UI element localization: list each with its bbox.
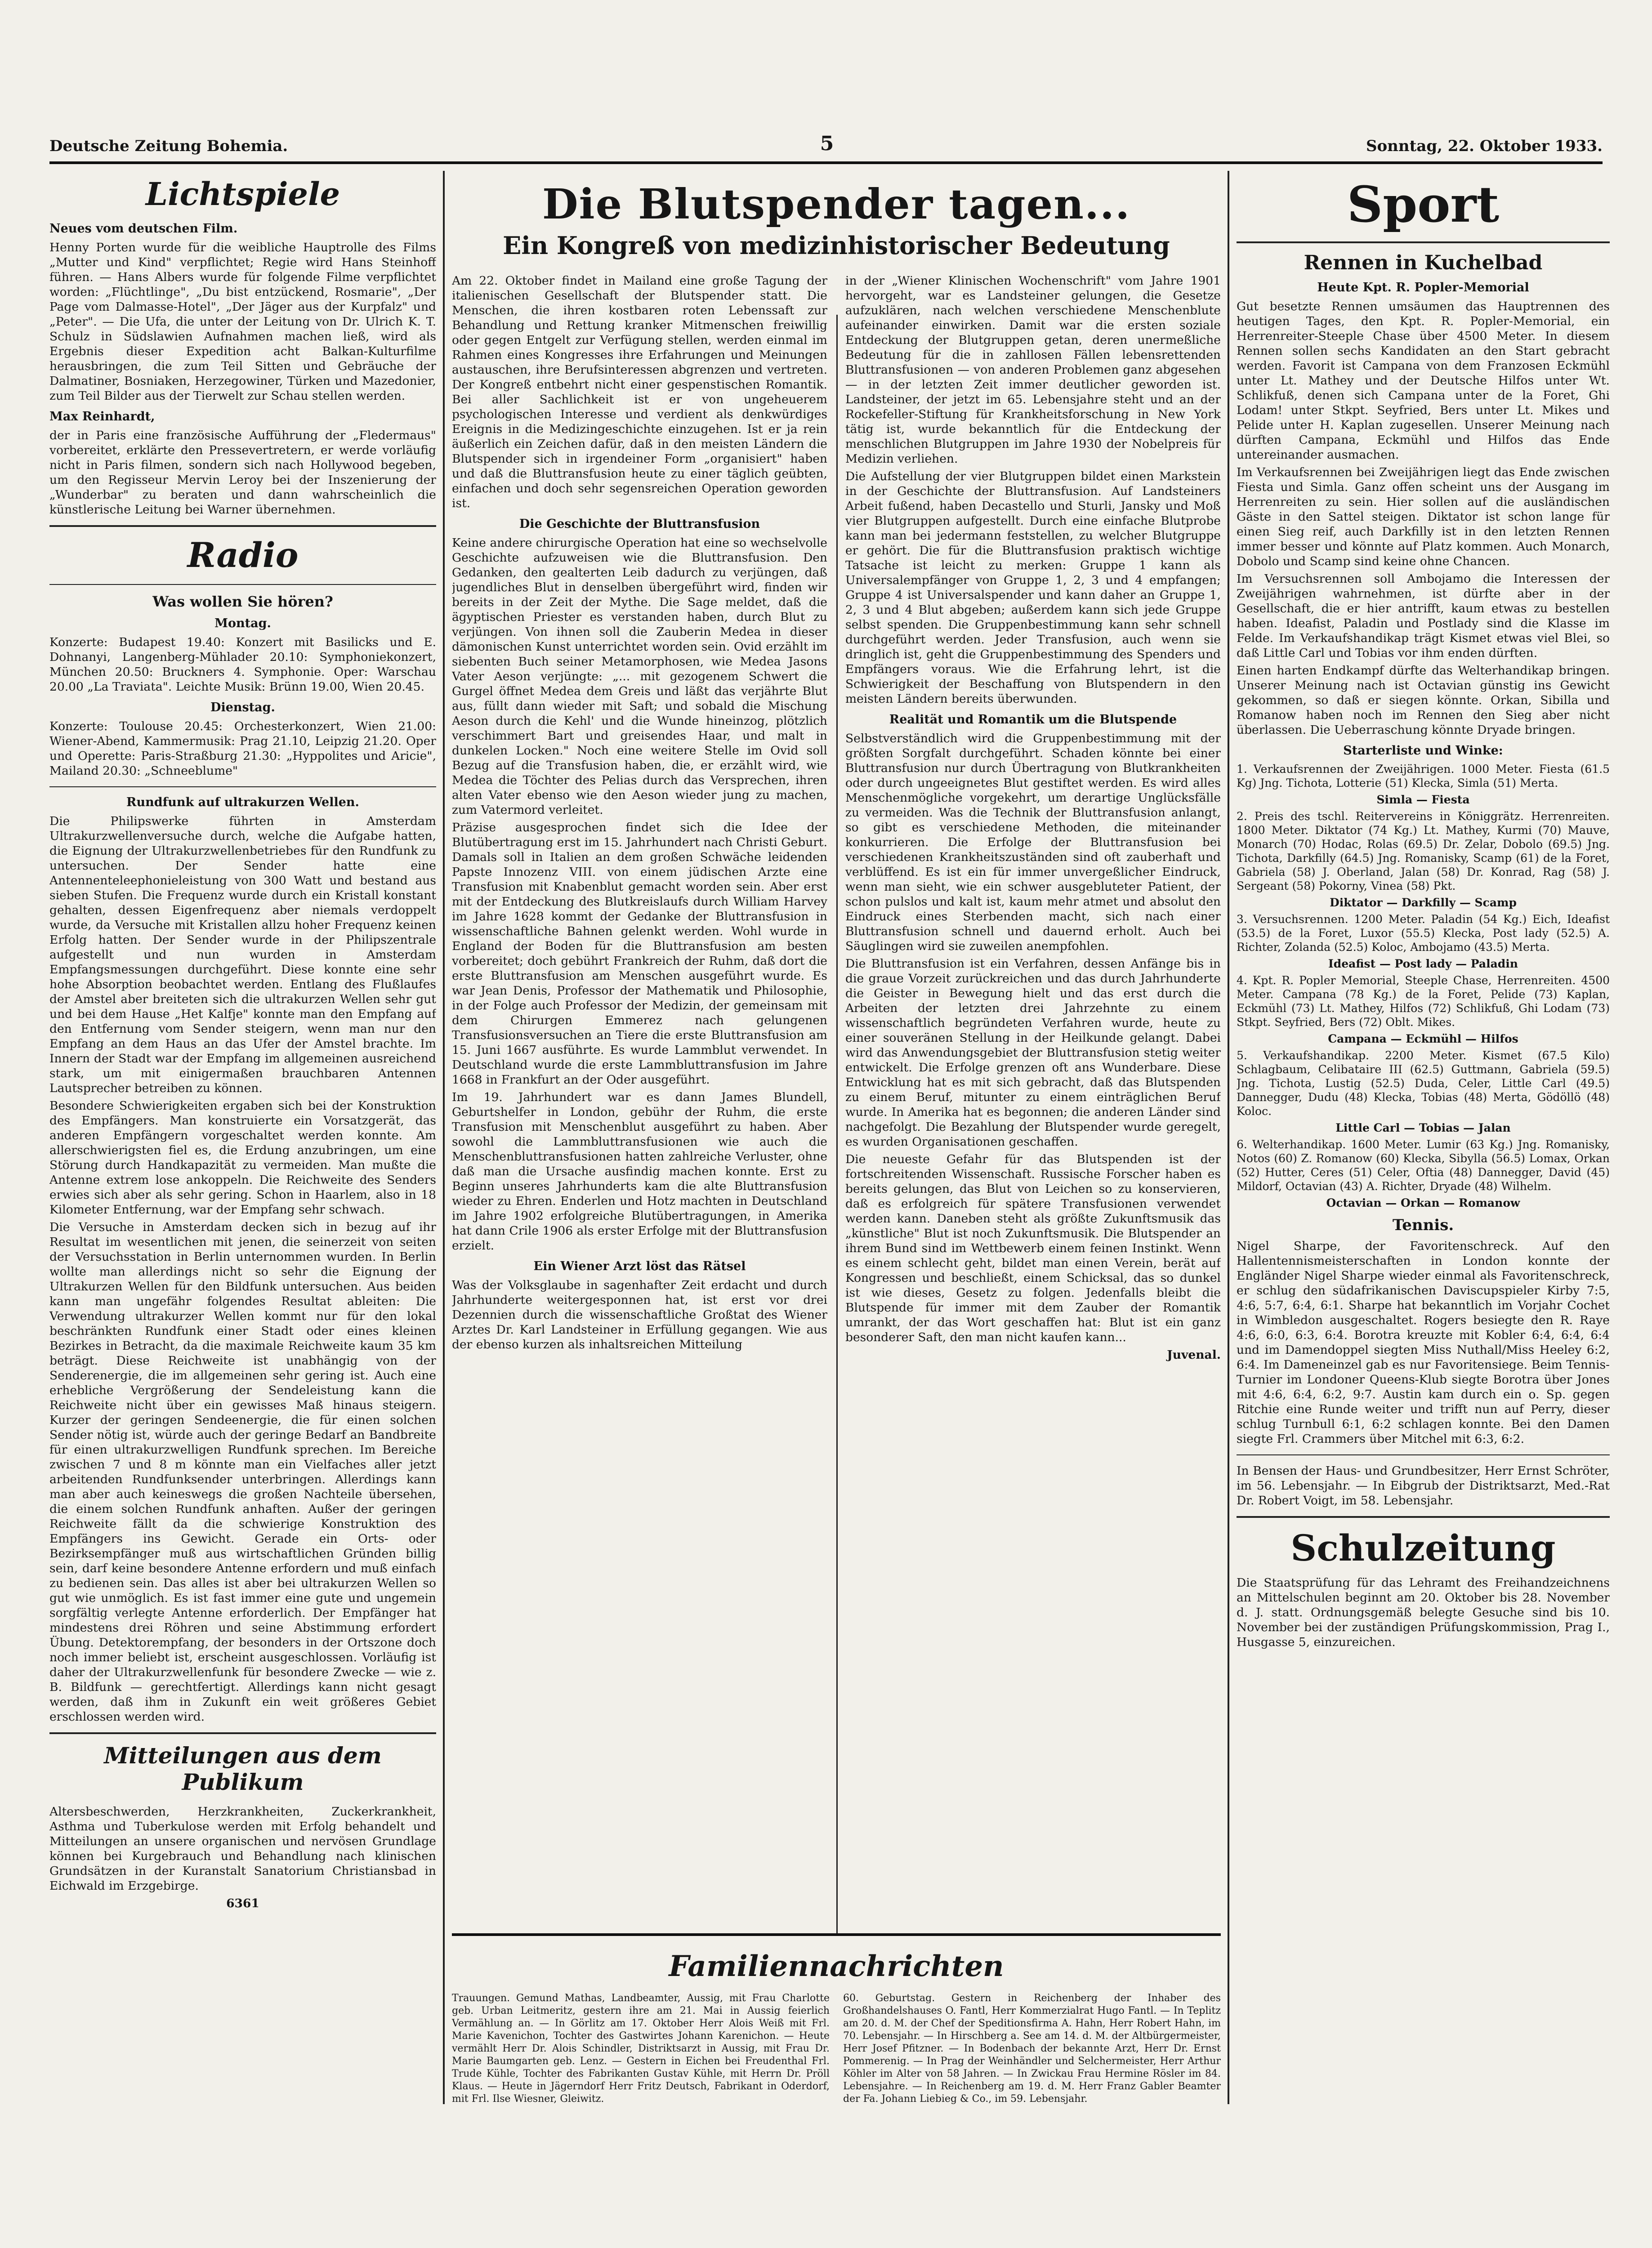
- family-notices: [452, 1933, 1221, 2248]
- starter-tip: Simla — Fiesta: [1376, 793, 1470, 806]
- tennis-title: Tennis.: [1392, 1216, 1454, 1234]
- article-paragraph: Was der Volksglaube in sagenhafter Zeit erdacht und durch Jahrhunderte weitergesponnen hat, ist erst vor drei Dezennien durch die wissenschaftliche Großtat des Wiener Arztes Dr. Karl Landsteiner in Erfüllung gegangen. Wie aus der ebenso kurzen als inhaltsreichen Mitteilung: [452, 1278, 827, 1351]
- rundfunk-subhead: Rundfunk auf ultrakurzen Wellen.: [126, 795, 359, 809]
- sport-subhead-2: Heute Kpt. R. Popler-Memorial: [1317, 281, 1529, 294]
- article-column-right: [845, 273, 1221, 1365]
- sport-paragraph: Im Versuchsrennen soll Ambojamo die Interessen der Zweijährigen wahrnehmen, ist dürfte aber in der Gesellschaft, die er hier antrifft, kaum etwas zu bestellen haben. Ideafist, Paladin und Postlady sind die Klasse im Felde. Im Verkaufshandikap trägt Kismet etwas viel Blei, so daß Little Carl und Tobias vor ihm enden dürften.: [1237, 572, 1610, 660]
- article-paragraph: Präzise ausgesprochen findet sich die Idee der Blutübertragung erst im 15. Jahrhundert nach Christi Geburt. Damals soll in Italien an dem großen Schwäche leidenden Papste Innozenz VIII. von einem jüdischen Arzte eine Transfusion mit Knabenblut gemacht worden sein. Aber erst mit der Entdeckung des Blutkreislaufs durch William Harvey im Jahre 1628 kommt der Gedanke der Bluttransfusion in wissenschaftliche Bahnen gelenkt werden. Wohl wurde in England der Boden für die Bluttransfusion am besten vorbereitet; doch gebührt Frankreich der Ruhm, daß dort die erste Bluttransfusion am Menschen ausgeführt wurde. Es war Jean Denis, Professor der Mathematik und Philosophie, in der Folge auch Professor der Medizin, der gemeinsam mit dem Chirurgen Emmerez nach gelungenen Transfusionsversuchen an Tiere die erste Bluttransfusion am 15. Juni 1667 ausführte. Es wurde Lammblut verwendet. In Deutschland wurde die erste Lammbluttransfusion im Jahre 1668 in Frankfurt an der Oder ausgeführt.: [452, 821, 827, 1087]
- divider: [1237, 1454, 1610, 1455]
- sport-column: [1237, 171, 1610, 2248]
- article-subhead: Ein Wiener Arzt löst das Rätsel: [533, 1259, 746, 1273]
- montag-label: Montag.: [214, 616, 271, 630]
- sport-paragraph: Gut besetzte Rennen umsäumen das Hauptrennen des heutigen Tages, den Kpt. R. Popler-Memorial, ein Herrenreiter-Steeple Chase über 4500 Meter. In diesem Rennen sollen sechs Kandidaten an den Start gebracht werden. Favorit ist Campana von dem Franzosen Eckmühl unter Lt. Mathey und der Deutsche Hilfos unter Wt. Schlikfuß, denen sich Campana unter de la Foret, Ghi Lodam! unter Stkpt. Seyfried, Bers unter Lt. Mikes und Pelide unter H. Kaplan zugesellen. Unserer Meinung nach dürften Campana, Eckmühl und Hilfos das Ende untereinander ausmachen.: [1237, 299, 1610, 462]
- article-title: Die Blutspender tagen...: [542, 180, 1131, 228]
- issue-date: Sonntag, 22. Oktober 1933.: [1366, 137, 1603, 155]
- article-paragraph: Im 19. Jahrhundert war es dann James Blundell, Geburtshelfer in London, gebühr der Ruhm, die erste Transfusion mit Menschenblut ausgeführt zu haben. Aber sowohl die Lammbluttransfusionen wie auch die Menschenbluttransfusionen hatten zahlreiche Verluster, ohne daß man die Ursache ausfindig machen konnte. Erst zu Beginn unseres Jahrhunderts kam die alte Bluttransfusion wieder zu Ehren. Enderlen und Hotz machten in Deutschland im Jahre 1902 erfolgreiche Blutübertragungen, in Amerika hat dann Crile 1906 als erster Erfolge mit der Bluttransfusion erzielt.: [452, 1090, 827, 1253]
- divider: [49, 525, 436, 527]
- article-subhead: Die Geschichte der Bluttransfusion: [519, 517, 760, 531]
- starter-item: 5. Verkaufshandikap. 2200 Meter. Kismet (67.5 Kilo) Schlagbaum, Celibataire III (62.5) Guttmann, Gabriela (59.5) Jng. Tichota, Lustig (52.5) Duda, Celer, Little Carl (49.5) Dannegger, Dudu (48) Klecka, Tobias (48) Merta, Gödöllö (48) Koloc.: [1237, 1049, 1610, 1118]
- starter-item: 3. Versuchsrennen. 1200 Meter. Paladin (54 Kg.) Eich, Ideafist (53.5) de la Foret, Luxor (55.5) Klecka, Post lady (52.5) A. Richter, Zolanda (52.5) Koloc, Ambojamo (43.5) Merta.: [1237, 913, 1610, 954]
- tennis-paragraph: Nigel Sharpe, der Favoritenschreck. Auf den Hallentennismeisterschaften in London konnte der Engländer Nigel Sharpe wieder einmal als Favoritenschreck, er schlug den südafrikanischen Daviscupspieler Kirby 7:5, 4:6, 5:7, 6:4, 6:1. Sharpe hat bekanntlich im Vorjahr Cochet in Wimbledon ausgeschaltet. Rogers besiegte den R. Raye 4:6, 6:0, 6:3, 6:4. Borotra kreuzte mit Kobler 6:4, 6:4, 6:4 und im Damendoppel siegten Miss Nuthall/Miss Heeley 6:2, 6:4. Im Dameneinzel gab es nur Favoritensiege. Beim Tennis-Turnier im Londoner Queens-Klub siegte Borotra über Jones mit 4:6, 6:4, 6:2, 9:7. Austin kam durch ein o. Sp. gegen Ritchie eine Runde weiter und trifft nun auf Perry, dieser schlug Turnbull 6:1, 6:2 schlagen konnte. Bei den Damen siegte Frl. Crammers über Mitchel mit 6:3, 6:2.: [1237, 1239, 1610, 1446]
- article-column-left: [452, 273, 827, 1365]
- sport-paragraph: Einen harten Endkampf dürfte das Welterhandikap bringen. Unserer Meinung nach ist Octavian günstig ins Gewicht gekommen, so daß er siegen könnte. Orkan, Sibilla und Romanow haben noch im Rennen den Sieg aber nicht überlassen. Die Ueberraschung könnte Dryade bringen.: [1237, 664, 1610, 737]
- starter-subhead: Starterliste und Winke:: [1343, 744, 1503, 758]
- article-paragraph: Die Bluttransfusion ist ein Verfahren, dessen Anfänge bis in die graue Vorzeit zurückreichen und das durch Jahrhunderte die Geister in Bewegung hielt und das erst durch die Arbeiten der letzten drei Jahrzehnte zu einem wissenschaftlich begründeten Verfahren wurde, heute zu einer souveränen Stellung in der Heilkunde gelangt. Dabei wird das Anwendungsgebiet der Bluttransfusion stetig weiter entwickelt. Die Erfolge grenzen oft ans Wunderbare. Diese Entwicklung hat es mit sich gebracht, daß das Blutspenden zu einem Beruf, mitunter zu einem einträglichen Beruf wurde. In Amerika hat es begonnen; die anderen Länder sind nachgefolgt. Die Bezahlung der Blutspender wurde geregelt, es wurden Organisationen geschaffen.: [845, 957, 1221, 1149]
- dienstag-program: Konzerte: Toulouse 20.45: Orchesterkonzert, Wien 21.00: Wiener-Abend, Kammermusik: Prag 21.10, Leipzig 21.20. Oper und Operette: Paris-Straßburg 21.30: „Hyppolites und Aricie", Mailand 20.30: „Schneeblume": [49, 719, 436, 778]
- notices-right: 60. Geburtstag. Gestern in Reichenberg der Inhaber des Großhandelshauses O. Fantl, Herr Kommerzialrat Hugo Fantl. — In Teplitz am 20. d. M. der Chef der Speditionsfirma A. Hahn, Herr Robert Hahn, im 70. Lebensjahr. — In Hirschberg a. See am 14. d. M. der Altbürgermeister, Herr Josef Pfitzner. — In Bodenbach der bekannte Arzt, Herr Dr. Ernst Pommerenig. — In Prag der Weinhändler und Selchermeister, Herr Arthur Köhler im Alter von 58 Jahren. — In Zwickau Frau Hermine Rösler im 84. Lebensjahre. — In Reichenberg am 19. d. M. Herr Franz Gabler Beamter der Fa. Johann Liebieg & Co., im 59. Lebensjahr.: [843, 1993, 1221, 2105]
- starter-tip: Diktator — Darkfilly — Scamp: [1330, 896, 1517, 909]
- starter-tip: Ideafist — Post lady — Paladin: [1328, 957, 1518, 970]
- film-subhead: Neues vom deutschen Film.: [49, 222, 238, 236]
- school-paragraph: Die Staatsprüfung für das Lehramt des Freihandzeichnens an Mittelschulen beginnt am 20. Oktober bis 28. November d. J. statt. Ordnungsgemäß belegte Gesuche sind bis 10. November bei der zuständigen Prüfungskommission, Prag I., Husgasse 5, einzureichen.: [1237, 1576, 1610, 1649]
- divider: [49, 584, 436, 585]
- divider: [49, 1732, 436, 1734]
- radio-subhead: Was wollen Sie hören?: [152, 593, 333, 610]
- article-paragraph: Am 22. Oktober findet in Mailand eine große Tagung der italienischen Gesellschaft der Blutspender statt. Die Menschen, die ihren kostbaren roten Lebenssaft zur Behandlung und Rettung kranker Mitmenschen freiwillig oder gegen Entgelt zur Verfügung stellen, werden einmal im Rahmen eines Kongresses ihre Erfahrungen und Meinungen austauschen, ihre Berufsinteressen abgrenzen und vertreten. Der Kongreß entbehrt nicht einer gespenstischen Romantik. Bei aller Sachlichkeit ist er von ungeheuerem psychologischen Interesse und verdient als denkwürdiges Ereignis in die Medizingeschichte einzugehen. Ist er ja rein äußerlich ein Zeichen dafür, daß in den meisten Ländern die Blutspender sich in irgendeiner Form „organisiert" haben und daß die Bluttransfusion heute zu einer täglich geübten, einfachen und doch sehr segensreichen Operation geworden ist.: [452, 274, 827, 510]
- article-body: [452, 273, 1221, 1365]
- column-rule-1: [443, 171, 445, 2104]
- article-subtitle: Ein Kongreß von medizinhistorischer Bedeutung: [503, 231, 1170, 260]
- page-number: 5: [820, 132, 834, 155]
- article-paragraph: Die neueste Gefahr für das Blutspenden ist der fortschreitenden Wissenschaft. Russische Forscher haben es bereits gelungen, das Blut von Leichen so zu konservieren, daß es erfolgreich für spätere Transfusionen verwendet werden kann. Daneben steht als größte Zukunftsmusik das „künstliche" Blut ist noch Zukunftsmusik. Die Blutspender an ihrem Bund sind im Wettbewerb einem feinen Instinkt. Wenn es einem schlecht geht, bildet man einen Verein, berät auf Kongressen und beschließt, einem Schicksal, das so dunkel ist wie dieses, Gesetz zu folgen. Jedenfalls bleibt die Blutspende für immer mit dem Zauber der Romantik umrankt, der das Wort geschaffen hat: Blut ist ein ganz besonderer Saft, den man nicht kaufen kann...: [845, 1152, 1221, 1344]
- column-rule-2: [1228, 171, 1229, 2104]
- starter-list: [1237, 762, 1610, 1210]
- page-header: [49, 119, 1603, 164]
- left-column: [49, 171, 436, 2248]
- mitteilungen-title: Mitteilungen aus dem Publikum: [104, 1742, 382, 1795]
- divider: [1237, 1516, 1610, 1518]
- divider: [1237, 241, 1610, 243]
- starter-tip: Campana — Eckmühl — Hilfos: [1328, 1032, 1518, 1045]
- dienstag-label: Dienstag.: [210, 700, 275, 714]
- film-paragraph: Henny Porten wurde für die weibliche Hauptrolle des Films „Mutter und Kind" verpflichtet; Regie wird Hans Steinhoff führen. — Hans Albers wurde für folgende Filme verpflichtet worden: „Flüchtlinge", „Du bist entzückend, Rosmarie", „Der Page vom Dalmasse-Hotel", „Der Jäger aus der Kurpfalz" und „Peter". — Die Ufa, die unter der Leitung von Dr. Ulrich K. T. Schulz in Südslawien Aufnahmen machen ließ, wird als Ergebnis dieser Expedition acht Balkan-Kulturfilme herausbringen, die zum Teil Sitten und Gebräuche der Dalmatiner, Bosniaken, Herzegowiner, Türken und Mazedonier, zum Teil Bilder aus der Tierwelt zur Schau stellen werden.: [49, 241, 436, 403]
- paper-name: Deutsche Zeitung Bohemia.: [49, 137, 288, 155]
- starter-tip: Little Carl — Tobias — Jalan: [1335, 1121, 1511, 1134]
- rundfunk-paragraph-2: Besondere Schwierigkeiten ergaben sich bei der Konstruktion des Empfängers. Man konstruierte ein Vorsatzgerät, das anderen Empfängern vorgeschaltet werden konnte. Am allerschwierigsten fiel es, die Erdung anzubringen, um eine Störung durch Handkapazität zu vermeiden. Man mußte die Antenne extrem lose ankoppeln. Die Reichweite des Senders erwies sich aber als sehr gering. Schon in Haarlem, also in 18 Kilometer Entfernung, war der Empfang sehr schwach.: [49, 1099, 436, 1217]
- family-notices-title: Familiennachrichten: [669, 1949, 1004, 1983]
- article-paragraph: Keine andere chirurgische Operation hat eine so wechselvolle Geschichte aufzuweisen wie die Bluttransfusion. Den Gedanken, den gealterten Leib dadurch zu verjüngen, daß jugendliches Blut in denselben übergeführt wird, finden wir bereits in der Zeit der Mythe. Die Sage meldet, daß die ägyptischen Priester es verstanden haben, durch Blut zu verjüngen. Von ihnen soll die Zauberin Medea in dieser dämonischen Kunst unterrichtet worden sein. Ovid erzählt im siebenten Buch seiner Metamorphosen, wie Medea Jasons Vater Aeson verjüngte: „... mit gezogenem Schwert die Gurgel öffnet Medea dem Greis und läßt das verjährte Blut aus, füllt dann wieder mit Saft; und sobald die Mischung Aeson durch die Kehl' und die Wunde hineinzog, plötzlich verschimmert Bart und greisendes Haar, und malt in dunkelen Locken." Noch eine weitere Stelle im Ovid soll Bezug auf die Transfusion haben, die, er erzählt wird, wie Medea die Töchter des Pelias durch das Versprechen, ihren alten Vater ebenso wie den Aeson wieder jung zu machen, zum Vatermord verleitet.: [452, 536, 827, 817]
- sport-title: Sport: [1347, 175, 1500, 233]
- school-title: Schulzeitung: [1290, 1527, 1556, 1569]
- article-paragraph: in der „Wiener Klinischen Wochenschrift" vom Jahre 1901 hervorgeht, war es Landsteiner gelungen, die Gesetze aufzuklären, nach welchen verschiedene Menschenblute aufeinander einwirken. Damit war die ersten soziale Entdeckung der Blutgruppen getan, deren unermeßliche Bedeutung für die in zahllosen Fällen lebensrettenden Bluttransfusionen — von anderen Problemen ganz abgesehen — in der letzten Zeit immer deutlicher geworden ist. Landsteiner, der jetzt im 65. Lebensjahre steht und an der Rockefeller-Stiftung für Krankheitsforschung in New York tätig ist, wurde bekanntlich für die Entdeckung der menschlichen Blutgruppen im Jahre 1930 der Nobelpreis für Medizin verliehen.: [845, 274, 1221, 466]
- reinhardt-subhead: Max Reinhardt,: [49, 410, 155, 424]
- rundfunk-paragraph-1: Die Philipswerke führten in Amsterdam Ultrakurzwellenversuche durch, welche die Aufgabe hatten, die Eignung der Ultrakurzwellenbetriebes für den Rundfunk zu untersuchen. Der Sender hatte eine Antennenteleephonieleistung von 300 Watt und bestand aus sieben Stufen. Die Frequenz wurde durch ein Kristall konstant gehalten, dessen Eigenfrequenz aber niemals verdoppelt wurde, da Versuche mit Kristallen allzu hoher Frequenz keinen Erfolg hatten. Der Sender wurde in der Philipszentrale aufgestellt und nun wurden in Amsterdam Empfangsmessungen durchgeführt. Diese konnte eine sehr hohe Absorption beobachtet werden. Entlang des Flußlaufes der Amstel aber breiteten sich die ultrakurzen Wellen sehr gut und bei dem Hause „Het Kalfje" konnte man den Empfang auf den Entfernung vom Sender steigern, wenn man nur den Empfang an dem Haus an das Ufer der Amstel brachte. Im Innern der Stadt war der Empfang im allgemeinen ausreichend stark, um mit einigermaßen brauchbaren Antennen Lautsprecher betreiben zu können.: [49, 814, 436, 1095]
- sport-paragraph: Im Verkaufsrennen bei Zweijährigen liegt das Ende zwischen Fiesta und Simla. Ganz offen scheint uns der Ausgang im Herrenreiten zu sein. Hier sollen auf die ausländischen Gäste in den Sattel steigen. Diktator ist schon lange für einen Sieg reif, auch Darkfilly ist in den letzten Rennen immer besser und könnte auf Platz kommen. Auch Monarch, Dobolo und Scamp sind keine ohne Chancen.: [1237, 465, 1610, 568]
- article-subhead: Realität und Romantik um die Blutspende: [889, 713, 1177, 727]
- lichtspiele-title: Lichtspiele: [145, 175, 340, 213]
- main-article: [452, 171, 1221, 1933]
- radio-title: Radio: [187, 535, 299, 575]
- rundfunk-paragraph-3: Die Versuche in Amsterdam decken sich in bezug auf ihr Resultat im wesentlichen mit jenen, die seinerzeit von seiten der Versuchsstation in Berlin unternommen wurden. In Berlin wollte man allerdings nicht so sehr die Eignung der Ultrakurzen Wellen für den Bildfunk untersuchen. Aus beiden kann man ungefähr folgendes Resultat ableiten: Die Verwendung ultrakurzer Wellen kommt nur für den lokal beschränkten Rundfunk einer Stadt oder eines kleinen Bezirkes in Betracht, da die maximale Reichweite kaum 35 km beträgt. Diese Reichweite ist unabhängig von der Senderenergie, die im allgemeinen sehr gering ist. Auch eine erhebliche Vergrößerung der Sendeleistung kann die Reichweite nicht über ein gewisses Maß hinaus steigern. Kurzer der geringen Sendeenergie, die für einen solchen Sender nötig ist, würde auch der geringe Bedarf an Bandbreite für einen ultrakurzwelligen Rundfunk sprechen. Im Bereiche zwischen 7 und 8 m könnte man ein Vielfaches aller jetzt arbeitenden Rundfunksender unterbringen. Allerdings kann man aber auch keineswegs die großen Nachteile übersehen, die einem solchen Rundfunk anhaften. Außer der geringen Reichweite fällt da die schwierige Konstruktion des Empfängers ins Gewicht. Gerade ein Orts- oder Bezirksempfänger muß aus wirtschaftlichen Gründen billig sein, darf keine besondere Antenne erfordern und muß einfach zu bedienen sein. Das alles ist aber bei ultrakurzen Wellen so gut wie unmöglich. Es ist fast immer eine gute und ungemein sorgfältig verlegte Antenne erforderlich. Der Empfänger hat mindestens drei Röhren und seine Abstimmung erfordert Übung. Detektorempfang, der besonders in der Ortszone doch noch immer beliebt ist, erscheint ausgeschlossen. Vorläufig ist daher der Ultrakurzwellenfunk für besondere Zwecke — wie z. B. Bildfunk — gerechtfertigt. Allerdings kann nicht gesagt werden, daß ihm in Zukunft ein weit größeres Gebiet erschlossen werden wird.: [49, 1220, 436, 1724]
- ad-code: 6361: [226, 1896, 259, 1910]
- sport-subhead: Rennen in Kuchelbad: [1304, 251, 1543, 274]
- montag-program: Konzerte: Budapest 19.40: Konzert mit Basilicks und E. Dohnanyi, Langenberg-Mühlader 20.10: Symphoniekonzert, München 20.50: Bruckners 4. Symphonie. Oper: Warschau 20.00 „La Traviata". Leichte Musik: Brünn 19.00, Wien 20.45.: [49, 635, 436, 694]
- article-signature: Juvenal.: [1167, 1348, 1221, 1362]
- divider: [49, 786, 436, 787]
- starter-item: 2. Preis des tschl. Reitervereins in Königgrätz. Herrenreiten. 1800 Meter. Diktator (74 Kg.) Lt. Mathey, Kurmi (70) Mauve, Monarch (70) Hodac, Rolas (69.5) Dr. Zelar, Dobolo (69.5) Jng. Tichota, Darkfilly (64.5) Jng. Romanisky, Scamp (61) de la Foret, Gabriela (58) J. Oberland, Jalan (58) Dr. Konrad, Rag (58) J. Sergeant (58) Pokorny, Vinea (58) Pkt.: [1237, 810, 1610, 892]
- starter-tip: Octavian — Orkan — Romanow: [1326, 1196, 1520, 1209]
- article-paragraph: Selbstverständlich wird die Gruppenbestimmung mit der größten Sorgfalt durchgeführt. Schaden könnte bei einer Bluttransfusion nur durch Übertragung von Blutkrankheiten oder durch ungeeignetes Blut gestiftet werden. Es wird alles Menschenmögliche vorgekehrt, um derartige Unglücksfälle zu vermeiden. Was die Technik der Bluttransfusion anlangt, so gibt es verschiedene Methoden, die miteinander konkurrieren. Die Erfolge der Bluttransfusion bei verschiedenen Krankheitszuständen sind oft zauberhaft und verblüffend. Es ist ein für immer unvergeßlicher Eindruck, wenn man sieht, wie ein schwer ausgebluteter Patient, der schon pulslos und kalt ist, kaum mehr atmet und absolut den Eindruck eines Sterbenden macht, sich nach einer Bluttransfusion schnell und dauernd erholt. Auch bei Säuglingen wird sie zuweilen anempfohlen.: [845, 731, 1221, 953]
- reinhardt-paragraph: der in Paris eine französische Aufführung der „Fledermaus" vorbereitet, erklärte den Pressevertretern, er werde vorläufig nicht in Paris filmen, sondern sich nach Hollywood begeben, um den Regisseur Mervin Leroy bei der Inszenierung der „Wunderbar" zu beraten und dann wahrscheinlich die künstlerische Leitung bei Warner übernehmen.: [49, 428, 436, 517]
- starter-item: 4. Kpt. R. Popler Memorial, Steeple Chase, Herrenreiten. 4500 Meter. Campana (78 Kg.) de la Foret, Pelide (73) Kaplan, Eckmühl (73) Lt. Mathey, Hilfos (72) Schlikfuß, Ghi Lodam (73) Stkpt. Seyfried, Bers (72) Oblt. Mikes.: [1237, 974, 1610, 1029]
- starter-item: 1. Verkaufsrennen der Zweijährigen. 1000 Meter. Fiesta (61.5 Kg) Jng. Tichota, Lotterie (51) Klecka, Simla (51) Merta.: [1237, 763, 1610, 789]
- death-notices: In Bensen der Haus- und Grundbesitzer, Herr Ernst Schröter, im 56. Lebensjahr. — In Eibgrub der Distriktsarzt, Med.-Rat Dr. Robert Voigt, im 58. Lebensjahr.: [1237, 1464, 1610, 1508]
- family-notices-body: [452, 1992, 1221, 2108]
- article-paragraph: Die Aufstellung der vier Blutgruppen bildet einen Markstein in der Geschichte der Bluttransfusion. Auf Landsteiners Arbeit fußend, haben Decastello und Sturli, Jansky und Moß vier Blutgruppen aufgestellt. Durch eine einfache Blutprobe kann man bei jedermann feststellen, zu welcher Blutgruppe er gehört. Die für die Bluttransfusion praktisch wichtige Tatsache ist leicht zu merken: Gruppe 1 kann als Universalempfänger von Gruppe 1, 2, 3 und 4 empfangen; Gruppe 4 ist Universalspender und kann daher an Gruppe 1, 2, 3 und 4 Blut abgeben; außerdem kann sich jede Gruppe selbst spenden. Die Gruppenbestimmung kann sehr schnell durchgeführt werden. Jeder Transfusion, auch wenn sie dringlich ist, geht die Gruppenbestimmung des Spenders und Empfängers voraus. Wie die Erfahrung lehrt, ist die Schwierigkeit der Beschaffung von Blutspendern in den meisten Ländern bereits überwunden.: [845, 469, 1221, 706]
- starter-item: 6. Welterhandikap. 1600 Meter. Lumir (63 Kg.) Jng. Romanisky, Notos (60) Z. Romanow (60) Klecka, Sibylla (56.5) Lomax, Orkan (52) Hutter, Ceres (51) Celer, Oftia (48) Dannegger, David (45) Mildorf, Octavian (43) A. Richter, Dryade (48) Wilhelm.: [1237, 1138, 1610, 1193]
- mitteilungen-paragraph: Altersbeschwerden, Herzkrankheiten, Zuckerkrankheit, Asthma und Tuberkulose werden mit Erfolg behandelt und Mitteilungen an unsere organischen und nervösen Grundlage können bei Kurgebrauch und Behandlung nach klinischen Grundsätzen in der Kuranstalt Sanatorium Christiansbad in Eichwald im Erzgebirge.: [49, 1805, 436, 1893]
- notices-left: Trauungen. Gemund Mathas, Landbeamter, Aussig, mit Frau Charlotte geb. Urban Leitmeritz, gestern ihre am 21. Mai in Aussig feierlich Vermählung an. — In Görlitz am 17. Oktober Herr Alois Weiß mit Frl. Marie Kavenichon, Tochter des Gastwirtes Johann Karenichon. — Heute vermählt Herr Dr. Alois Schindler, Distriktsarzt in Aussig, mit Frau Dr. Marie Baumgarten geb. Lenz. — Gestern in Eichen bei Freudenthal Frl. Trude Kühle, Tochter des Fabrikanten Gustav Kühle, mit Herrn Dr. Pröll Klaus. — Heute in Jägerndorf Herr Fritz Deutsch, Fabrikant in Oderdorf, mit Frl. Ilse Wiesner, Gleiwitz.: [452, 1993, 830, 2105]
